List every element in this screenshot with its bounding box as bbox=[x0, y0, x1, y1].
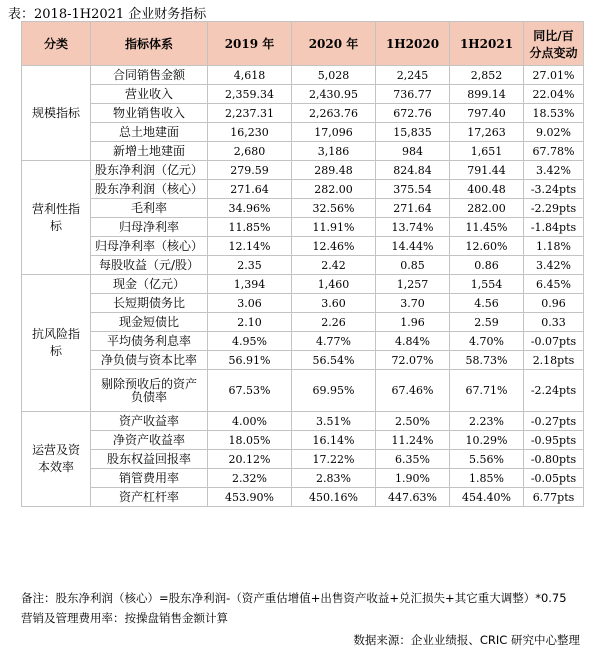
category-cell: 营利性指 标 bbox=[22, 161, 91, 275]
indicator-name-cell: 长短期债务比 bbox=[91, 294, 208, 313]
value-cell: 27.01% bbox=[524, 66, 584, 85]
value-cell: 672.76 bbox=[376, 104, 450, 123]
value-cell: 453.90% bbox=[208, 488, 292, 507]
indicator-name-cell: 归母净利率（核心） bbox=[91, 237, 208, 256]
value-cell: 12.14% bbox=[208, 237, 292, 256]
indicator-name-cell: 剔除预收后的资产 负债率 bbox=[91, 370, 208, 412]
value-cell: 11.91% bbox=[292, 218, 376, 237]
value-cell: 17,263 bbox=[450, 123, 524, 142]
value-cell: 69.95% bbox=[292, 370, 376, 412]
table-row bbox=[22, 351, 584, 370]
category-cell: 规模指标 bbox=[22, 66, 91, 161]
table-row bbox=[22, 104, 584, 123]
table-row bbox=[22, 469, 584, 488]
indicator-name-cell: 净负债与资本比率 bbox=[91, 351, 208, 370]
indicator-name-cell: 毛利率 bbox=[91, 199, 208, 218]
indicator-name-cell: 资产收益率 bbox=[91, 412, 208, 431]
value-cell: 2.32% bbox=[208, 469, 292, 488]
footnote-expense-ratio: 营销及管理费用率：按操盘销售金额计算 bbox=[21, 611, 228, 625]
column-header: 1H2021 bbox=[450, 22, 524, 66]
value-cell: 67.53% bbox=[208, 370, 292, 412]
value-cell: 58.73% bbox=[450, 351, 524, 370]
indicator-name-cell: 归母净利率 bbox=[91, 218, 208, 237]
value-cell: 14.44% bbox=[376, 237, 450, 256]
value-cell: 11.45% bbox=[450, 218, 524, 237]
value-cell: 2,852 bbox=[450, 66, 524, 85]
value-cell: 11.85% bbox=[208, 218, 292, 237]
table-row bbox=[22, 66, 584, 85]
category-cell: 运营及资 本效率 bbox=[22, 412, 91, 507]
value-cell: 447.63% bbox=[376, 488, 450, 507]
financial-indicators-table bbox=[21, 21, 584, 507]
category-cell: 抗风险指 标 bbox=[22, 275, 91, 412]
value-cell: 3.42% bbox=[524, 161, 584, 180]
column-header: 分类 bbox=[22, 22, 91, 66]
table-title: 表：2018-1H2021 企业财务指标 bbox=[8, 7, 207, 22]
table-row bbox=[22, 431, 584, 450]
value-cell: 67.46% bbox=[376, 370, 450, 412]
value-cell: 2.50% bbox=[376, 412, 450, 431]
value-cell: 67.71% bbox=[450, 370, 524, 412]
indicator-name-cell: 平均债务利息率 bbox=[91, 332, 208, 351]
value-cell: 10.29% bbox=[450, 431, 524, 450]
value-cell: 56.54% bbox=[292, 351, 376, 370]
value-cell: 2.35 bbox=[208, 256, 292, 275]
value-cell: 1,460 bbox=[292, 275, 376, 294]
value-cell: 1.96 bbox=[376, 313, 450, 332]
value-cell: 4.84% bbox=[376, 332, 450, 351]
value-cell: 736.77 bbox=[376, 85, 450, 104]
column-header: 1H2020 bbox=[376, 22, 450, 66]
indicator-name-cell: 资产杠杆率 bbox=[91, 488, 208, 507]
value-cell: 12.46% bbox=[292, 237, 376, 256]
value-cell: 1.18% bbox=[524, 237, 584, 256]
value-cell: 899.14 bbox=[450, 85, 524, 104]
table-row bbox=[22, 488, 584, 507]
indicator-name-cell: 营业收入 bbox=[91, 85, 208, 104]
data-source: 数据来源：企业业绩报、CRIC 研究中心整理 bbox=[353, 633, 580, 647]
value-cell: 271.64 bbox=[376, 199, 450, 218]
indicator-name-cell: 销管费用率 bbox=[91, 469, 208, 488]
table-row bbox=[22, 450, 584, 469]
value-cell: 2.26 bbox=[292, 313, 376, 332]
value-cell: -0.07pts bbox=[524, 332, 584, 351]
value-cell: 4.00% bbox=[208, 412, 292, 431]
value-cell: 9.02% bbox=[524, 123, 584, 142]
value-cell: 797.40 bbox=[450, 104, 524, 123]
indicator-name-cell: 股东权益回报率 bbox=[91, 450, 208, 469]
value-cell: 2,245 bbox=[376, 66, 450, 85]
table-row bbox=[22, 161, 584, 180]
value-cell: 16.14% bbox=[292, 431, 376, 450]
value-cell: 0.86 bbox=[450, 256, 524, 275]
value-cell: 11.24% bbox=[376, 431, 450, 450]
value-cell: -3.24pts bbox=[524, 180, 584, 199]
value-cell: 1.90% bbox=[376, 469, 450, 488]
value-cell: 375.54 bbox=[376, 180, 450, 199]
value-cell: 3.60 bbox=[292, 294, 376, 313]
value-cell: 2.83% bbox=[292, 469, 376, 488]
value-cell: 2.59 bbox=[450, 313, 524, 332]
value-cell: 15,835 bbox=[376, 123, 450, 142]
indicator-name-cell: 合同销售金额 bbox=[91, 66, 208, 85]
table-row bbox=[22, 370, 584, 412]
table-row bbox=[22, 123, 584, 142]
value-cell: -0.27pts bbox=[524, 412, 584, 431]
table-row bbox=[22, 142, 584, 161]
value-cell: 17,096 bbox=[292, 123, 376, 142]
value-cell: 18.05% bbox=[208, 431, 292, 450]
value-cell: 1,257 bbox=[376, 275, 450, 294]
indicator-name-cell: 新增土地建面 bbox=[91, 142, 208, 161]
indicator-name-cell: 股东净利润（亿元） bbox=[91, 161, 208, 180]
value-cell: 3.51% bbox=[292, 412, 376, 431]
value-cell: 3,186 bbox=[292, 142, 376, 161]
value-cell: 13.74% bbox=[376, 218, 450, 237]
value-cell: 824.84 bbox=[376, 161, 450, 180]
value-cell: 72.07% bbox=[376, 351, 450, 370]
value-cell: 2.10 bbox=[208, 313, 292, 332]
value-cell: 2.18pts bbox=[524, 351, 584, 370]
table-row bbox=[22, 180, 584, 199]
table-row bbox=[22, 332, 584, 351]
value-cell: 6.77pts bbox=[524, 488, 584, 507]
value-cell: 2,237.31 bbox=[208, 104, 292, 123]
value-cell: 2,359.34 bbox=[208, 85, 292, 104]
value-cell: 3.42% bbox=[524, 256, 584, 275]
table-row bbox=[22, 218, 584, 237]
table-row bbox=[22, 199, 584, 218]
table-row bbox=[22, 313, 584, 332]
value-cell: -0.95pts bbox=[524, 431, 584, 450]
value-cell: 2,680 bbox=[208, 142, 292, 161]
value-cell: 282.00 bbox=[450, 199, 524, 218]
value-cell: 1,394 bbox=[208, 275, 292, 294]
value-cell: 282.00 bbox=[292, 180, 376, 199]
value-cell: 984 bbox=[376, 142, 450, 161]
indicator-name-cell: 物业销售收入 bbox=[91, 104, 208, 123]
value-cell: 3.70 bbox=[376, 294, 450, 313]
value-cell: 4.77% bbox=[292, 332, 376, 351]
value-cell: 400.48 bbox=[450, 180, 524, 199]
value-cell: 18.53% bbox=[524, 104, 584, 123]
value-cell: 32.56% bbox=[292, 199, 376, 218]
indicator-name-cell: 现金（亿元） bbox=[91, 275, 208, 294]
value-cell: 4.56 bbox=[450, 294, 524, 313]
value-cell: 271.64 bbox=[208, 180, 292, 199]
value-cell: -2.29pts bbox=[524, 199, 584, 218]
value-cell: -0.80pts bbox=[524, 450, 584, 469]
value-cell: 6.45% bbox=[524, 275, 584, 294]
value-cell: 450.16% bbox=[292, 488, 376, 507]
value-cell: 22.04% bbox=[524, 85, 584, 104]
value-cell: 0.33 bbox=[524, 313, 584, 332]
value-cell: -1.84pts bbox=[524, 218, 584, 237]
table-row bbox=[22, 85, 584, 104]
value-cell: 2.42 bbox=[292, 256, 376, 275]
value-cell: 2.23% bbox=[450, 412, 524, 431]
footnote-core-profit: 备注：股东净利润（核心）=股东净利润-（资产重估增值+出售资产收益+兑汇损失+其它重大调整）*0.75 bbox=[21, 591, 567, 605]
value-cell: 1.85% bbox=[450, 469, 524, 488]
value-cell: 17.22% bbox=[292, 450, 376, 469]
indicator-name-cell: 现金短债比 bbox=[91, 313, 208, 332]
value-cell: 454.40% bbox=[450, 488, 524, 507]
value-cell: 0.85 bbox=[376, 256, 450, 275]
table-row bbox=[22, 294, 584, 313]
value-cell: 6.35% bbox=[376, 450, 450, 469]
value-cell: 1,651 bbox=[450, 142, 524, 161]
indicator-name-cell: 总土地建面 bbox=[91, 123, 208, 142]
value-cell: 791.44 bbox=[450, 161, 524, 180]
value-cell: -0.05pts bbox=[524, 469, 584, 488]
value-cell: 2,263.76 bbox=[292, 104, 376, 123]
table-row bbox=[22, 275, 584, 294]
table-row bbox=[22, 237, 584, 256]
indicator-name-cell: 每股收益（元/股） bbox=[91, 256, 208, 275]
value-cell: 12.60% bbox=[450, 237, 524, 256]
value-cell: -2.24pts bbox=[524, 370, 584, 412]
indicator-name-cell: 净资产收益率 bbox=[91, 431, 208, 450]
value-cell: 34.96% bbox=[208, 199, 292, 218]
column-header: 2020 年 bbox=[292, 22, 376, 66]
value-cell: 4.70% bbox=[450, 332, 524, 351]
value-cell: 3.06 bbox=[208, 294, 292, 313]
table-row bbox=[22, 256, 584, 275]
value-cell: 1,554 bbox=[450, 275, 524, 294]
value-cell: 4.95% bbox=[208, 332, 292, 351]
table-row bbox=[22, 412, 584, 431]
value-cell: 0.96 bbox=[524, 294, 584, 313]
column-header: 2019 年 bbox=[208, 22, 292, 66]
value-cell: 67.78% bbox=[524, 142, 584, 161]
value-cell: 5,028 bbox=[292, 66, 376, 85]
indicator-name-cell: 股东净利润（核心） bbox=[91, 180, 208, 199]
value-cell: 4,618 bbox=[208, 66, 292, 85]
value-cell: 279.59 bbox=[208, 161, 292, 180]
value-cell: 56.91% bbox=[208, 351, 292, 370]
table-header-row bbox=[22, 22, 584, 66]
table-body bbox=[22, 66, 584, 507]
value-cell: 289.48 bbox=[292, 161, 376, 180]
column-header: 同比/百 分点变动 bbox=[524, 22, 584, 66]
value-cell: 5.56% bbox=[450, 450, 524, 469]
column-header: 指标体系 bbox=[91, 22, 208, 66]
value-cell: 20.12% bbox=[208, 450, 292, 469]
value-cell: 2,430.95 bbox=[292, 85, 376, 104]
value-cell: 16,230 bbox=[208, 123, 292, 142]
